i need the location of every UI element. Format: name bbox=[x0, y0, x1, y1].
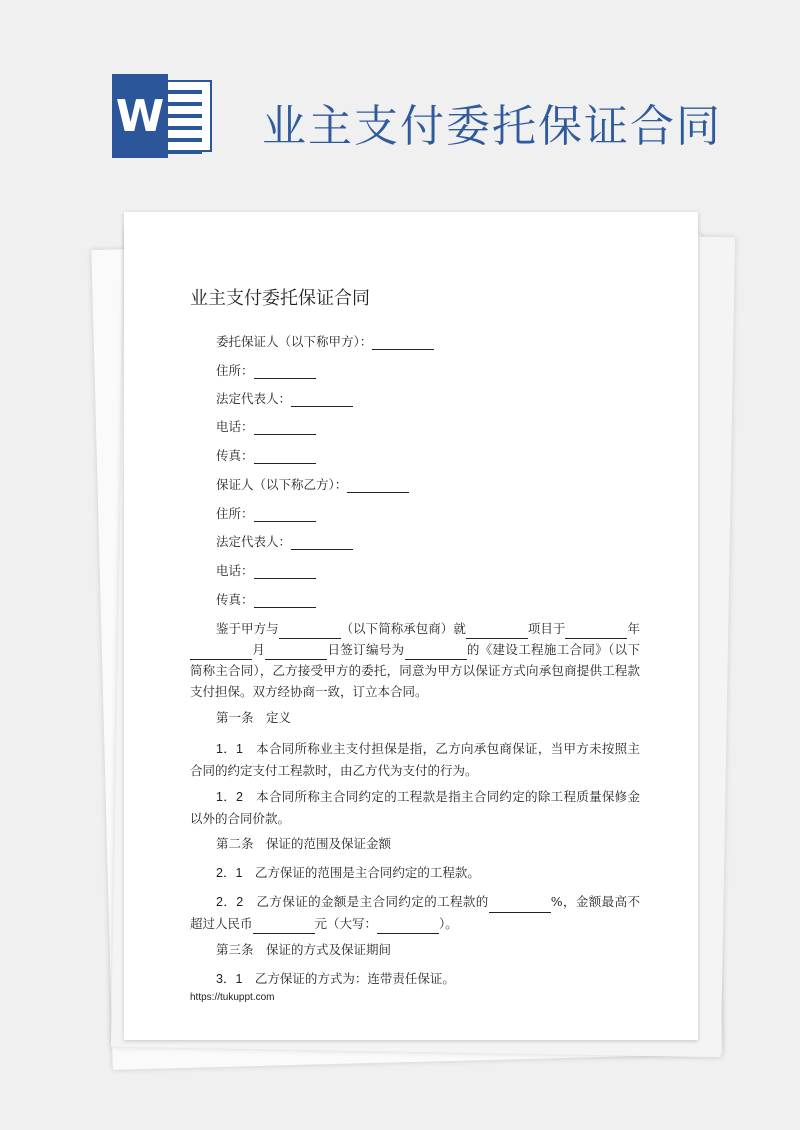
blank-line bbox=[254, 420, 316, 435]
blank-line bbox=[253, 919, 315, 934]
party-b-address: 住所： bbox=[216, 504, 316, 522]
banner-title: 业主支付委托保证合同 bbox=[262, 101, 722, 152]
article-2-clause-1: 2．1 乙方保证的范围是主合同约定的工程款。 bbox=[216, 865, 480, 880]
party-b-phone: 电话： bbox=[216, 561, 316, 579]
party-a-fax: 传真： bbox=[216, 446, 316, 464]
article-1-clause-2: 1．2 本合同所称主合同约定的工程款是指主合同约定的除工程质量保修金以外的合同价款。 bbox=[190, 789, 640, 826]
document-page bbox=[124, 212, 698, 1040]
party-a-rep: 法定代表人： bbox=[216, 389, 353, 407]
party-b-label: 保证人（以下称乙方）： bbox=[216, 475, 409, 493]
word-letter: W bbox=[112, 74, 168, 158]
blank-line bbox=[291, 535, 353, 550]
party-b-rep: 法定代表人： bbox=[216, 532, 353, 550]
footer-url: https://tukuppt.com bbox=[190, 992, 275, 1003]
blank-line bbox=[254, 564, 316, 579]
article-2-clause-2: 2．2 乙方保证的金额是主合同约定的工程款的 %，金额最高不超过人民币 元（大写： ）。 bbox=[190, 891, 640, 934]
blank-line bbox=[377, 919, 439, 934]
article-2-heading: 第二条 保证的范围及保证金额 bbox=[216, 836, 392, 851]
blank-line bbox=[190, 645, 252, 660]
banner bbox=[0, 0, 800, 200]
article-1-heading: 第一条 定义 bbox=[216, 710, 292, 725]
blank-line bbox=[254, 593, 316, 608]
party-a-label: 委托保证人（以下称甲方）： bbox=[216, 332, 434, 350]
blank-line bbox=[347, 478, 409, 493]
blank-line bbox=[254, 449, 316, 464]
party-a-phone: 电话： bbox=[216, 417, 316, 435]
article-3-clause-1: 3．1 乙方保证的方式为：连带责任保证。 bbox=[216, 971, 455, 986]
word-document-icon bbox=[112, 74, 212, 158]
intro-paragraph: 鉴于甲方与 （以下简称承包商）就 项目于 年月 日签订编号为 的《建设工程施工合同》（以下简称主合同），乙方接受甲方的委托，同意为甲方以保证方式向承包商提供工程款支付担保。双方经协商一致，订立本合同。 bbox=[190, 621, 640, 699]
article-3-heading: 第三条 保证的方式及保证期间 bbox=[216, 942, 392, 957]
blank-line bbox=[372, 335, 434, 350]
party-b-fax: 传真： bbox=[216, 590, 316, 608]
document-title: 业主支付委托保证合同 bbox=[190, 288, 370, 309]
blank-line bbox=[405, 645, 467, 660]
blank-line bbox=[265, 645, 327, 660]
blank-line bbox=[291, 392, 353, 407]
blank-line bbox=[279, 624, 341, 639]
party-a-address: 住所： bbox=[216, 361, 316, 379]
blank-line bbox=[254, 364, 316, 379]
blank-line bbox=[489, 898, 551, 913]
blank-line bbox=[466, 624, 528, 639]
article-1-clause-1: 1．1 本合同所称业主支付担保是指，乙方向承包商保证，当甲方未按照主合同的约定支付工程款时，由乙方代为支付的行为。 bbox=[190, 741, 640, 778]
blank-line bbox=[254, 507, 316, 522]
blank-line bbox=[565, 624, 627, 639]
